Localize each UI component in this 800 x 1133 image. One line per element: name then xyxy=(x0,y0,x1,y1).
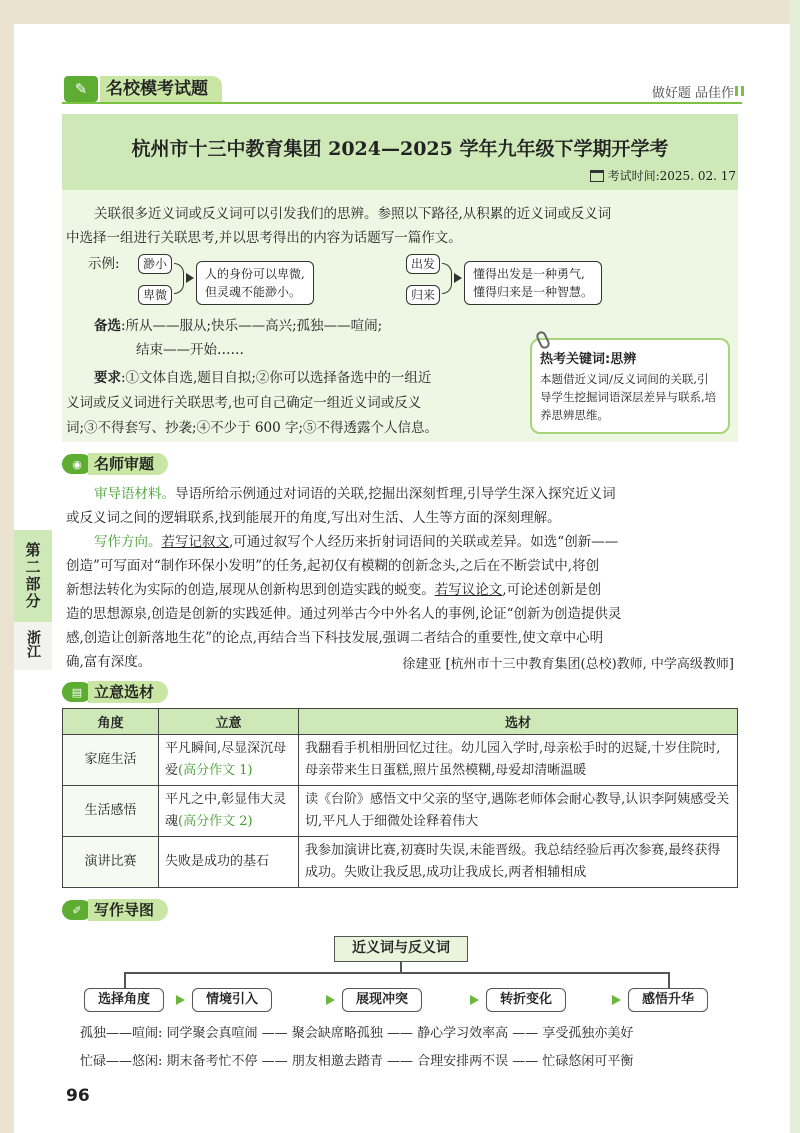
guide-heading xyxy=(62,898,168,922)
review-p1-text: 导语所给示例通过对词语的关联,挖掘出深刻哲理,引导学生深入探究近义词 xyxy=(175,486,616,502)
material-table xyxy=(62,708,738,888)
review-paragraph-1 xyxy=(66,482,734,530)
page-top-edge xyxy=(0,0,800,24)
page-left-edge xyxy=(0,0,14,1133)
mindmap-connector xyxy=(124,972,668,974)
mindmap-root: 近义词与反义词 xyxy=(334,936,468,962)
row2-step: 朋友相邀去踏青 xyxy=(291,1054,383,1069)
material-heading xyxy=(62,680,168,704)
mindmap-node: 情境引入 xyxy=(192,988,272,1012)
row-angle: 生活感悟 xyxy=(63,786,159,837)
exam-prompt xyxy=(66,202,734,250)
review-p2-d: 新想法转化为实际的创造,展现从创新构思到创造实践的蜕变。 xyxy=(66,582,435,598)
arrow-right-icon xyxy=(326,995,335,1005)
side-tab xyxy=(14,530,52,670)
review-heading xyxy=(62,452,168,476)
list-icon: ▤ xyxy=(62,682,92,702)
options xyxy=(94,314,534,362)
slogan-mark-icon xyxy=(735,86,744,96)
review-p2-f: ,可论述创新是创 xyxy=(502,582,602,598)
mindmap-row-2: 忙碌——悠闲: 期末备考忙不停 —— 朋友相邀去踏青 —— 合理安排两不误 —— 忙碌悠闲可平衡 xyxy=(80,1054,634,1069)
exam-date-text: 考试时间:2025. 02. 17 xyxy=(607,169,736,183)
row-idea-text: 平凡之中,彰显伟大灵魂 xyxy=(165,792,287,829)
mindmap-connector xyxy=(124,972,126,988)
pen-icon: ✎ xyxy=(64,76,98,102)
header-angle: 角度 xyxy=(63,709,159,735)
example2-arrow-icon xyxy=(454,273,462,283)
example2-result-line1: 懂得出发是一种勇气, xyxy=(473,267,585,281)
header-slogan: 做好题 品佳作 xyxy=(651,86,734,101)
review-p2-i: 确,富有深度。 xyxy=(66,654,152,670)
req-line1: :①文体自选,题目自拟;②你可以选择备选中的一组近 xyxy=(121,370,432,386)
example2-result-line2: 懂得归来是一种智慧。 xyxy=(473,285,594,299)
options-line2: 结束——开始…… xyxy=(136,342,244,358)
review-p2-g: 造的思想源泉,创造是创新的实践延伸。通过列举古今中外名人的事例,论证“创新为创造提供灵 xyxy=(66,606,622,622)
header-idea: 立意 xyxy=(159,709,299,735)
row-idea xyxy=(159,735,299,786)
guide-heading-label: 写作导图 xyxy=(88,899,168,921)
argument-hint: 若写议论文 xyxy=(434,582,503,598)
row1-step: 享受孤独亦美好 xyxy=(542,1026,634,1041)
review-p2-c: 创造”可写面对“制作环保小发明”的任务,起初仅有模糊的创新念头,之后在不断尝试中,将创 xyxy=(66,558,600,574)
requirements xyxy=(66,366,528,441)
example1-word1: 渺小 xyxy=(138,254,172,274)
arrow-right-icon xyxy=(612,995,621,1005)
row-idea-tag: (高分作文 2) xyxy=(178,814,253,829)
review-heading-label: 名师审题 xyxy=(88,453,168,475)
table-header-row xyxy=(63,709,738,735)
side-tab-part: 第二部分 xyxy=(14,530,52,622)
page-right-edge xyxy=(790,0,800,1133)
page-number: 96 xyxy=(66,1086,90,1106)
example1-result-line2: 但灵魂不能渺小。 xyxy=(205,285,302,299)
table-row xyxy=(63,735,738,786)
prompt-line-2: 中选择一组进行关联思考,并以思考得出的内容为话题写一篇作文。 xyxy=(66,230,462,246)
mindmap-row-1: 孤独——喧闹: 同学聚会真喧闹 —— 聚会缺席略孤独 —— 静心学习效率高 —— 享受孤独亦美好 xyxy=(80,1026,634,1041)
row2-pair: 忙碌——悠闲: xyxy=(80,1054,163,1069)
arrow-right-icon xyxy=(176,995,185,1005)
row1-step: 同学聚会真喧闹 xyxy=(166,1026,258,1041)
review-p2-h: 感,创造让创新落地生花”的论点,再结合当下科技发展,强调二者结合的重要性,使文章中心明 xyxy=(66,630,604,646)
row1-step: 静心学习效率高 xyxy=(417,1026,509,1041)
req-line2: 义词或反义词进行关联思考,也可自己确定一组近义词或反义 xyxy=(66,395,422,411)
arrow-right-icon xyxy=(470,995,479,1005)
mindmap-node: 选择角度 xyxy=(84,988,164,1012)
row-material: 读《台阶》感悟文中父亲的坚守,遇陈老师体会耐心教导,认识李阿姨感受关切,平凡人于细微处诠释着伟大 xyxy=(299,786,738,837)
row2-step: 合理安排两不误 xyxy=(417,1054,509,1069)
exam-title: 杭州市十三中教育集团 2024—2025 学年九年级下学期开学考 xyxy=(131,138,669,160)
mindmap-node: 感悟升华 xyxy=(628,988,708,1012)
row-idea-text: 平凡瞬间,尽显深沉母爱 xyxy=(165,741,287,778)
table-row xyxy=(63,837,738,888)
prompt-line-1: 关联很多近义词或反义词可以引发我们的思辨。参照以下路径,从积累的近义词或反义词 xyxy=(94,206,612,222)
review-p1-text2: 或反义词之间的逻辑联系,找到能展开的角度,写出对生活、人生等方面的深刻理解。 xyxy=(66,510,561,526)
row-idea-tag: (高分作文 1) xyxy=(178,763,253,778)
eye-icon: ◉ xyxy=(62,454,92,474)
row1-step: 聚会缺席略孤独 xyxy=(291,1026,383,1041)
row-material: 我翻看手机相册回忆过往。幼儿园入学时,母亲松手时的迟疑,十岁住院时,母亲带来生日蛋糕,照片虽然模糊,母爱却清晰温暖 xyxy=(299,735,738,786)
review-p2-b: ,可通过叙写个人经历来折射词语间的关联或差异。如选“创新—— xyxy=(229,534,619,550)
req-label: 要求 xyxy=(94,370,121,386)
row-material: 我参加演讲比赛,初赛时失误,未能晋级。我总结经验后再次参赛,最终获得成功。失败让我反思,成功让我成长,两者相辅相成 xyxy=(299,837,738,888)
hot-keyword-card xyxy=(530,338,730,434)
example-label: 示例: xyxy=(88,256,120,272)
keyword-body: 本题借近义词/反义词间的关联,引导学生挖掘词语深层差异与联系,培养思辨思维。 xyxy=(540,372,717,422)
row2-step: 忙碌悠闲可平衡 xyxy=(542,1054,634,1069)
row-idea: 失败是成功的基石 xyxy=(159,837,299,888)
row1-pair: 孤独——喧闹: xyxy=(80,1026,163,1041)
table-row xyxy=(63,786,738,837)
mindmap-connector xyxy=(668,972,670,988)
header-material: 选材 xyxy=(299,709,738,735)
options-label: 备选 xyxy=(94,318,121,334)
row-angle: 家庭生活 xyxy=(63,735,159,786)
mindmap-connector xyxy=(400,962,402,972)
review-p1-label: 审导语材料。 xyxy=(94,486,175,502)
example2-word2: 归来 xyxy=(406,285,440,305)
example1-word2: 卑微 xyxy=(138,285,172,305)
review-p2-label: 写作方向。 xyxy=(94,534,162,550)
row2-step: 期末备考忙不停 xyxy=(166,1054,258,1069)
mindmap-node: 转折变化 xyxy=(486,988,566,1012)
narrative-hint: 若写记叙文 xyxy=(161,534,229,550)
side-tab-region: 浙江 xyxy=(25,630,41,658)
row-idea xyxy=(159,786,299,837)
material-heading-label: 立意选材 xyxy=(88,681,168,703)
example1-result xyxy=(196,261,314,305)
req-line3: 词;③不得套写、抄袭;④不少于 600 字;⑤不得透露个人信息。 xyxy=(66,420,438,436)
example1-arrow-icon xyxy=(186,273,194,283)
example2-result xyxy=(464,261,602,305)
teacher-credit: 徐建亚 [杭州市十三中教育集团(总校)教师, 中学高级教师] xyxy=(402,657,734,672)
example2-word1: 出发 xyxy=(406,254,440,274)
section-title: 名校模考试题 xyxy=(100,76,222,102)
example1-result-line1: 人的身份可以卑微, xyxy=(205,267,305,281)
keyword-title: 热考关键词:思辨 xyxy=(540,352,637,367)
map-icon: ✐ xyxy=(62,900,92,920)
options-line1: :所从——服从;快乐——高兴;孤独——喧闹; xyxy=(121,318,383,334)
row-angle: 演讲比赛 xyxy=(63,837,159,888)
mindmap-node: 展现冲突 xyxy=(342,988,422,1012)
exam-date xyxy=(590,167,736,184)
calendar-icon xyxy=(590,170,604,182)
